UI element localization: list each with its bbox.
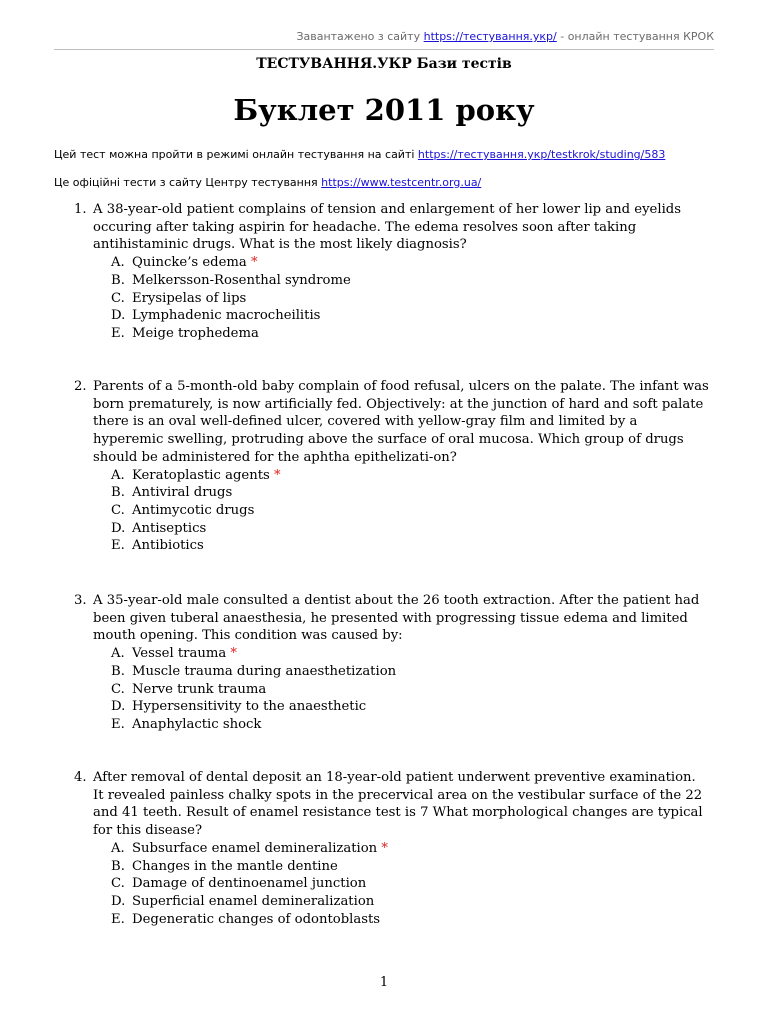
question-1 [74,201,710,343]
option-text: Antimycotic drugs [132,502,255,518]
question-number: 2. [74,379,87,394]
option-a [74,254,710,272]
option-letter: B. [111,858,125,874]
official-source-info-text: Це офіційні тести з сайту Центру тестування [54,176,322,189]
option-text: Degeneratic changes of odontoblasts [132,911,381,927]
option-text: Vessel trauma [132,646,227,662]
option-d [74,307,710,325]
question-2 [74,378,710,555]
option-e [74,537,710,555]
answer-options [74,840,710,929]
option-text: Antiviral drugs [132,485,233,501]
question-3 [74,592,710,734]
option-text: Lymphadenic macrocheilitis [132,308,321,324]
option-letter: D. [111,699,126,715]
option-letter: D. [111,520,126,536]
option-letter: A. [111,840,125,856]
option-letter: A. [111,646,125,662]
option-letter: E. [111,911,125,927]
option-b [74,858,710,876]
option-text: Erysipelas of lips [132,290,247,306]
option-b [74,484,710,502]
option-text: Subsurface enamel demineralization [132,840,378,856]
option-a [74,467,710,485]
option-e [74,716,710,734]
option-text: Anaphylactic shock [132,716,262,732]
option-b [74,663,710,681]
option-text: Muscle trauma during anaesthetization [132,663,397,679]
option-letter: A. [111,467,125,483]
answer-options [74,467,710,556]
download-notice-prefix: Завантажено з сайту [296,30,424,43]
option-text: Antiseptics [132,520,207,536]
question-number: 1. [74,202,87,217]
option-letter: B. [111,272,125,288]
option-e [74,325,710,343]
option-letter: C. [111,876,125,892]
download-notice [296,30,714,43]
header-divider [54,49,714,50]
option-letter: A. [111,255,125,271]
answer-options [74,254,710,343]
option-letter: C. [111,502,125,518]
option-c [74,875,710,893]
option-b [74,272,710,290]
question-number: 4. [74,770,87,785]
option-text: Superficial enamel demineralization [132,893,375,909]
online-test-info-text: Цей тест можна пройти в режимі онлайн тестування на сайті [54,148,418,161]
option-d [74,698,710,716]
option-text: Meige trophedema [132,325,259,341]
option-text: Melkersson-Rosenthal syndrome [132,272,351,288]
site-link[interactable]: https://тестування.укр/ [423,30,557,43]
option-letter: E. [111,538,125,554]
option-e [74,911,710,929]
official-source-link[interactable]: https://www.testcentr.org.ua/ [321,176,482,189]
option-letter: E. [111,325,125,341]
option-letter: D. [111,893,126,909]
option-letter: B. [111,663,125,679]
option-text: Damage of dentinoenamel junction [132,876,367,892]
option-d [74,893,710,911]
answer-options [74,645,710,734]
option-text: Hypersensitivity to the anaesthetic [132,699,367,715]
option-d [74,520,710,538]
page-title: Буклет 2011 року [233,93,535,127]
correct-answer-marker: * [381,840,388,856]
question-text: After removal of dental deposit an 18-year-old patient underwent preventive examination. It revealed painless chalky spots in the precervical area on the vestibular surface of the 22 and 41 teeth. Result of enamel resistance test is 7 What morphological changes are typical for this disease? [93,770,703,839]
option-letter: C. [111,681,125,697]
site-title: ТЕСТУВАННЯ.УКР Бази тестів [256,56,512,72]
correct-answer-marker: * [273,467,281,483]
question-text: A 35-year-old male consulted a dentist about the 26 tooth extraction. After the patient had been given tuberal anaesthesia, he presented with progressing tissue edema and limited mouth opening. This condition was caused by: [93,593,700,644]
option-letter: D. [111,308,126,324]
option-text: Keratoplastic agents [132,467,270,483]
option-letter: E. [111,716,125,732]
option-a [74,645,710,663]
question-number: 3. [74,593,87,608]
question-4 [74,769,710,928]
official-source-info [54,176,481,189]
option-c [74,502,710,520]
online-test-link[interactable]: https://тестування.укр/testkrok/studing/583 [417,148,666,161]
correct-answer-marker: * [250,255,258,271]
download-notice-suffix: - онлайн тестування КРОК [556,30,714,43]
correct-answer-marker: * [230,646,237,662]
option-c [74,681,710,699]
option-letter: B. [111,485,125,501]
page-number: 1 [379,975,389,990]
question-text: A 38-year-old patient complains of tension and enlargement of her lower lip and eyelids occuring after taking aspirin for headache. The edema resolves soon after taking antihistaminic drugs. What is the most likely diagnosis? [93,202,681,253]
option-text: Quincke’s edema [132,255,247,271]
option-text: Changes in the mantle dentine [132,858,338,874]
question-text: Parents of a 5-month-old baby complain of food refusal, ulcers on the palate. The infant was born prematurely, is now artificially fed. Objectively: at the junction of hard and soft palate there is an oval well-defined ulcer, covered with yellow-gray film and limited by a hyperemic swelling, protruding above the surface of oral mucosa. Which group of drugs should be administered for the aphtha epithelizati-on? [93,379,709,465]
option-letter: C. [111,290,125,306]
option-c [74,290,710,308]
option-text: Nerve trunk trauma [132,681,267,697]
option-text: Antibiotics [132,538,204,554]
online-test-info [54,148,665,161]
option-a [74,840,710,858]
